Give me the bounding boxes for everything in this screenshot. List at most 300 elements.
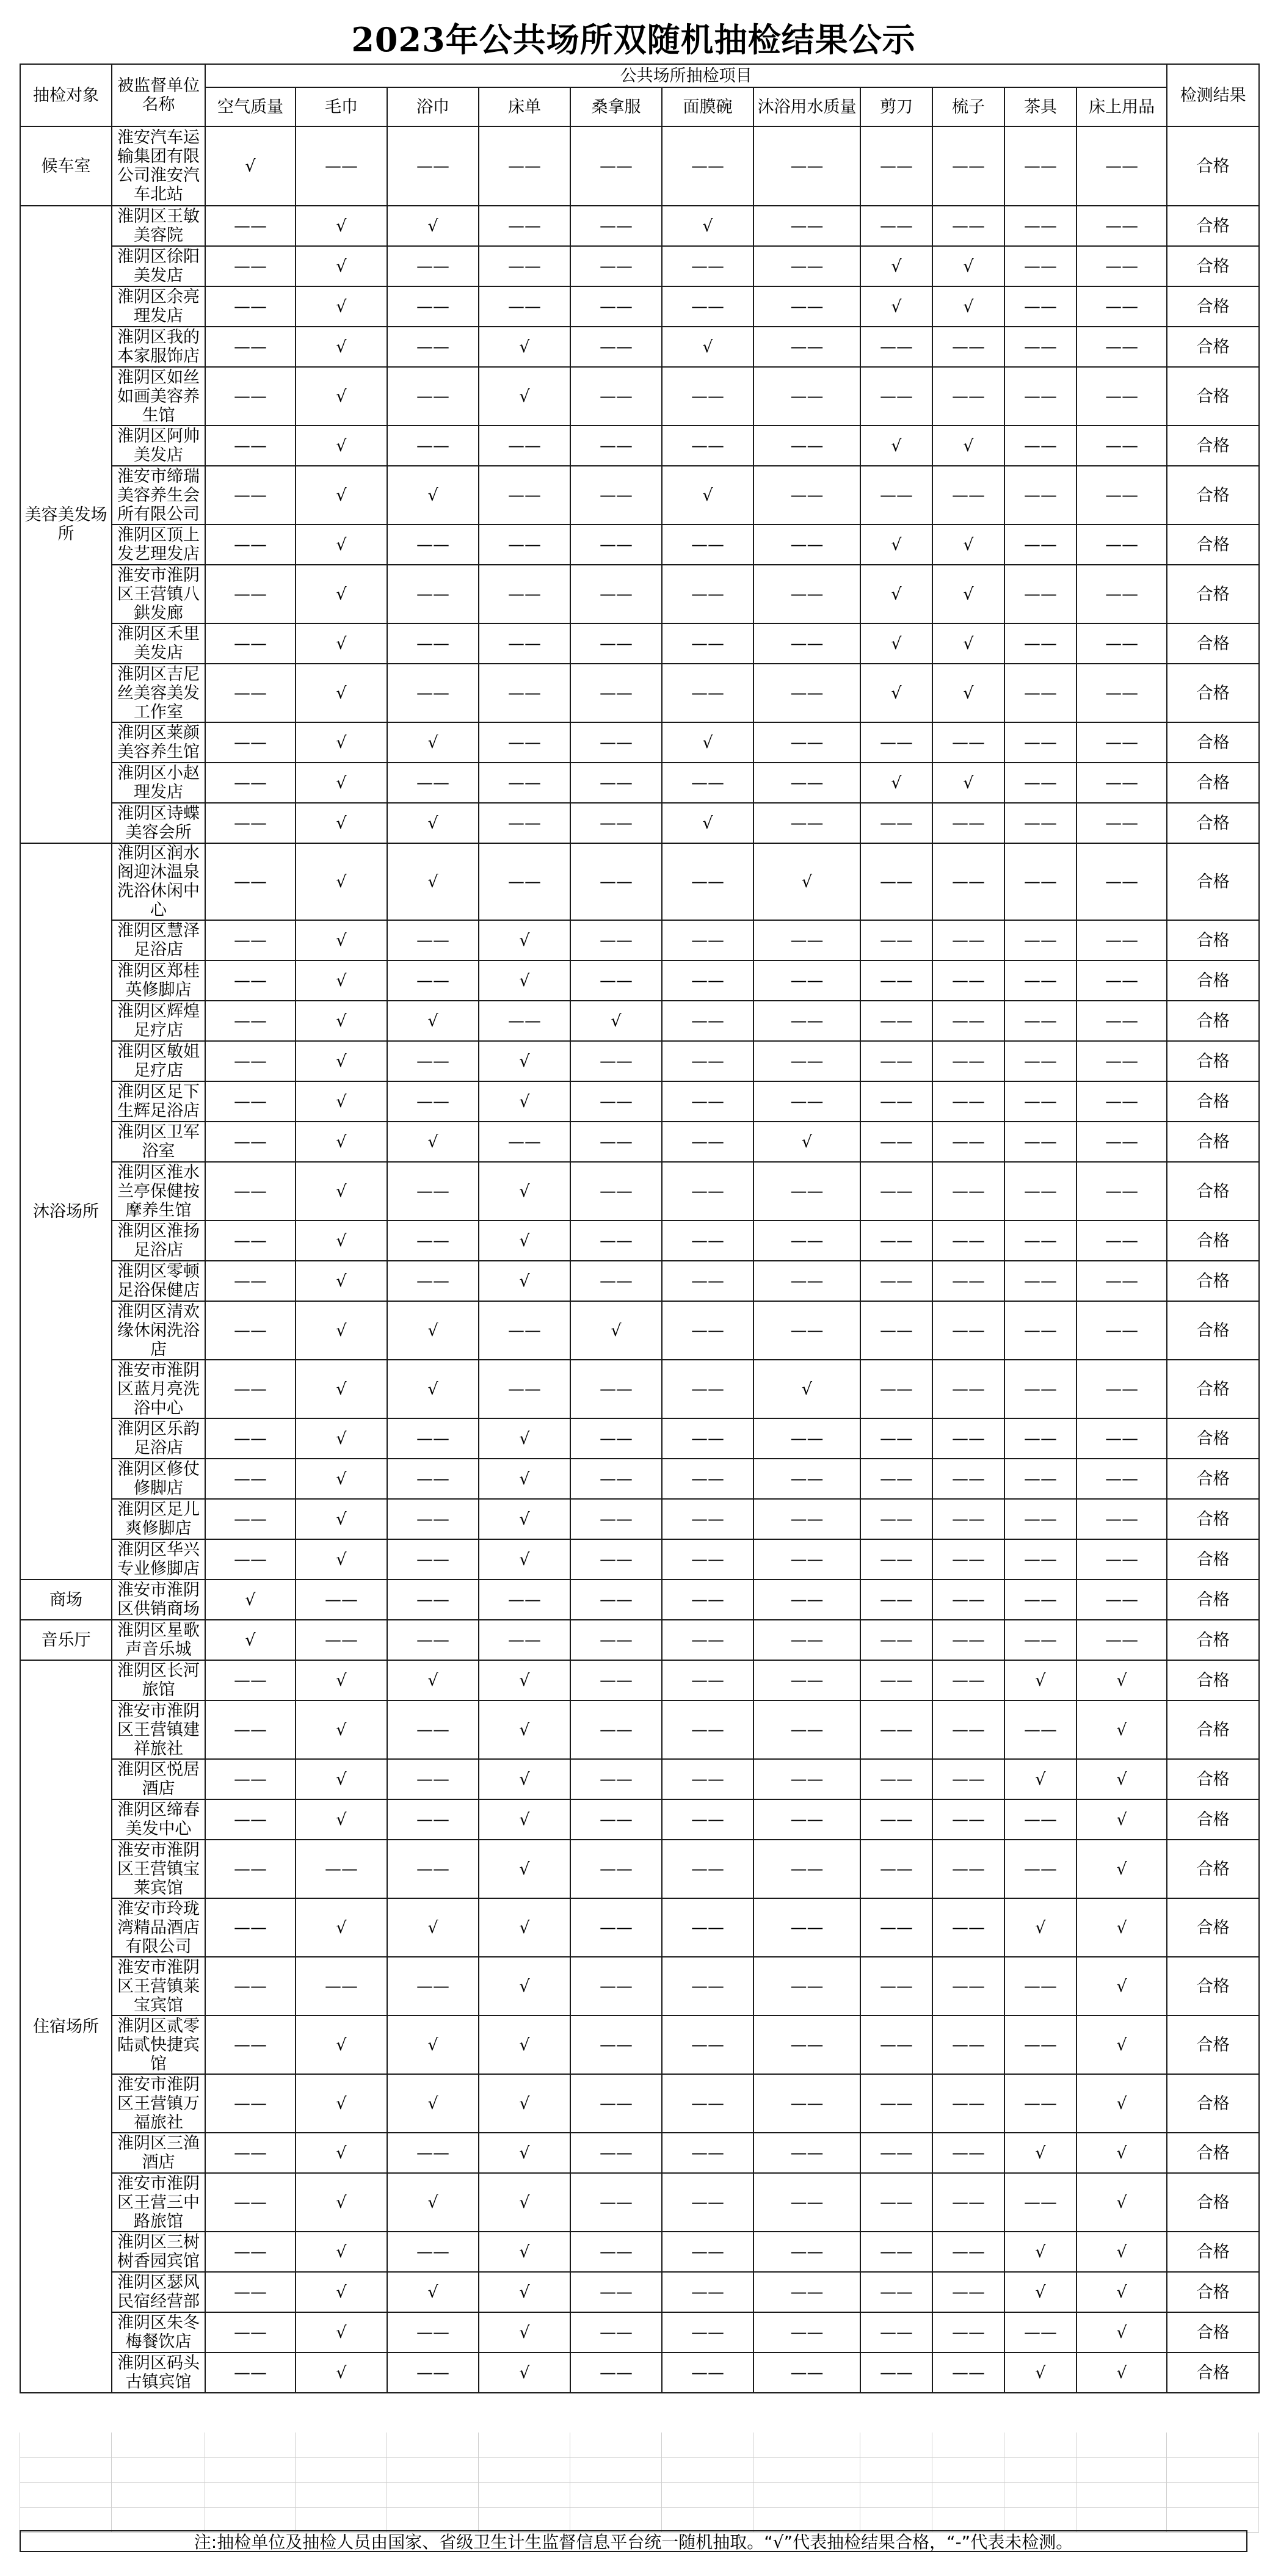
header-item: 剪刀 bbox=[860, 87, 932, 126]
dash-mark: —— bbox=[860, 126, 932, 206]
dash-mark: —— bbox=[205, 960, 296, 1001]
dash-mark: —— bbox=[570, 1620, 662, 1660]
dash-mark: —— bbox=[860, 2272, 932, 2312]
dash-mark: —— bbox=[860, 1459, 932, 1499]
dash-mark: —— bbox=[932, 2133, 1004, 2173]
check-mark: √ bbox=[387, 1360, 479, 1418]
table-row bbox=[20, 664, 1259, 722]
table-row bbox=[20, 426, 1259, 466]
dash-mark: —— bbox=[662, 1459, 753, 1499]
check-mark: √ bbox=[296, 664, 387, 722]
check-mark: √ bbox=[296, 1539, 387, 1580]
table-row bbox=[20, 286, 1259, 327]
dash-mark: —— bbox=[662, 1001, 753, 1041]
unit-name-cell: 淮阴区敏姐足疗店 bbox=[112, 1041, 205, 1081]
dash-mark: —— bbox=[1004, 2015, 1076, 2074]
table-row bbox=[20, 960, 1259, 1001]
dash-mark: —— bbox=[662, 2353, 753, 2393]
unit-name-cell: 淮安市玲珑湾精品酒店有限公司 bbox=[112, 1898, 205, 1957]
dash-mark: —— bbox=[662, 763, 753, 803]
dash-mark: —— bbox=[932, 1660, 1004, 1700]
dash-mark: —— bbox=[387, 426, 479, 466]
blank-cell bbox=[570, 2433, 662, 2458]
check-mark: √ bbox=[1004, 1759, 1076, 1799]
dash-mark: —— bbox=[932, 2232, 1004, 2272]
dash-mark: —— bbox=[1004, 722, 1076, 763]
table-row bbox=[20, 1539, 1259, 1580]
dash-mark: —— bbox=[205, 1898, 296, 1957]
dash-mark: —— bbox=[662, 1418, 753, 1459]
unit-name-cell: 淮阴区三渔酒店 bbox=[112, 2133, 205, 2173]
unit-name-cell: 淮阴区顶上发艺理发店 bbox=[112, 524, 205, 565]
blank-cell bbox=[662, 2508, 753, 2533]
blank-cell bbox=[296, 2433, 387, 2458]
dash-mark: —— bbox=[205, 2133, 296, 2173]
dash-mark: —— bbox=[1004, 1840, 1076, 1898]
check-mark: √ bbox=[1076, 1759, 1167, 1799]
check-mark: √ bbox=[1076, 2312, 1167, 2353]
object-cell: 商场 bbox=[20, 1580, 112, 1620]
dash-mark: —— bbox=[205, 664, 296, 722]
result-cell: 合格 bbox=[1167, 1539, 1259, 1580]
blank-cell bbox=[479, 2508, 570, 2533]
table-row bbox=[20, 246, 1259, 286]
blank-cell bbox=[860, 2508, 932, 2533]
dash-mark: —— bbox=[205, 1301, 296, 1360]
table-row bbox=[20, 920, 1259, 960]
check-mark: √ bbox=[1004, 2272, 1076, 2312]
unit-name-cell: 淮阴区缔春美发中心 bbox=[112, 1799, 205, 1840]
check-mark: √ bbox=[387, 803, 479, 843]
check-mark: √ bbox=[479, 1499, 570, 1539]
table-row bbox=[20, 126, 1259, 206]
blank-cell bbox=[1167, 2483, 1259, 2508]
dash-mark: —— bbox=[1076, 206, 1167, 246]
dash-mark: —— bbox=[1076, 286, 1167, 327]
dash-mark: —— bbox=[570, 327, 662, 367]
result-cell: 合格 bbox=[1167, 1840, 1259, 1898]
dash-mark: —— bbox=[932, 367, 1004, 426]
dash-mark: —— bbox=[662, 1499, 753, 1539]
blank-cell bbox=[296, 2458, 387, 2483]
dash-mark: —— bbox=[387, 1620, 479, 1660]
unit-name-cell: 淮安市淮阴区王营镇建祥旅社 bbox=[112, 1700, 205, 1759]
unit-name-cell: 淮阴区润水阁迎沐温泉洗浴休闲中心 bbox=[112, 843, 205, 920]
result-cell: 合格 bbox=[1167, 664, 1259, 722]
dash-mark: —— bbox=[932, 1122, 1004, 1162]
dash-mark: —— bbox=[205, 286, 296, 327]
dash-mark: —— bbox=[1004, 367, 1076, 426]
dash-mark: —— bbox=[1004, 1620, 1076, 1660]
dash-mark: —— bbox=[932, 803, 1004, 843]
dash-mark: —— bbox=[662, 1081, 753, 1122]
dash-mark: —— bbox=[753, 246, 860, 286]
table-row bbox=[20, 2074, 1259, 2133]
dash-mark: —— bbox=[479, 126, 570, 206]
dash-mark: —— bbox=[753, 327, 860, 367]
check-mark: √ bbox=[296, 2272, 387, 2312]
dash-mark: —— bbox=[570, 1499, 662, 1539]
dash-mark: —— bbox=[662, 2074, 753, 2133]
blank-cell bbox=[20, 2483, 112, 2508]
dash-mark: —— bbox=[1004, 1081, 1076, 1122]
table-row bbox=[20, 1459, 1259, 1499]
dash-mark: —— bbox=[932, 960, 1004, 1001]
dash-mark: —— bbox=[205, 2173, 296, 2232]
result-cell: 合格 bbox=[1167, 426, 1259, 466]
dash-mark: —— bbox=[1004, 763, 1076, 803]
dash-mark: —— bbox=[387, 664, 479, 722]
dash-mark: —— bbox=[1076, 1261, 1167, 1301]
check-mark: √ bbox=[296, 803, 387, 843]
unit-name-cell: 淮阴区清欢缘休闲洗浴店 bbox=[112, 1301, 205, 1360]
dash-mark: —— bbox=[1004, 565, 1076, 623]
dash-mark: —— bbox=[205, 2232, 296, 2272]
dash-mark: —— bbox=[860, 327, 932, 367]
check-mark: √ bbox=[1076, 1799, 1167, 1840]
check-mark: √ bbox=[932, 664, 1004, 722]
dash-mark: —— bbox=[860, 1580, 932, 1620]
dash-mark: —— bbox=[860, 960, 932, 1001]
dash-mark: —— bbox=[753, 2173, 860, 2232]
dash-mark: —— bbox=[205, 2015, 296, 2074]
result-cell: 合格 bbox=[1167, 1499, 1259, 1539]
check-mark: √ bbox=[296, 286, 387, 327]
dash-mark: —— bbox=[205, 327, 296, 367]
result-cell: 合格 bbox=[1167, 1301, 1259, 1360]
check-mark: √ bbox=[479, 367, 570, 426]
dash-mark: —— bbox=[860, 722, 932, 763]
check-mark: √ bbox=[296, 722, 387, 763]
dash-mark: —— bbox=[662, 2312, 753, 2353]
dash-mark: —— bbox=[205, 2353, 296, 2393]
dash-mark: —— bbox=[387, 1221, 479, 1261]
check-mark: √ bbox=[662, 327, 753, 367]
dash-mark: —— bbox=[570, 206, 662, 246]
dash-mark: —— bbox=[932, 1301, 1004, 1360]
dash-mark: —— bbox=[753, 1620, 860, 1660]
dash-mark: —— bbox=[1076, 367, 1167, 426]
header-item: 面膜碗 bbox=[662, 87, 753, 126]
header-item: 梳子 bbox=[932, 87, 1004, 126]
check-mark: √ bbox=[860, 524, 932, 565]
blank-cell bbox=[112, 2483, 205, 2508]
dash-mark: —— bbox=[1004, 1360, 1076, 1418]
result-cell: 合格 bbox=[1167, 2232, 1259, 2272]
check-mark: √ bbox=[479, 2133, 570, 2173]
dash-mark: —— bbox=[1076, 763, 1167, 803]
check-mark: √ bbox=[1076, 1700, 1167, 1759]
dash-mark: —— bbox=[387, 1041, 479, 1081]
blank-cell bbox=[1004, 2433, 1076, 2458]
dash-mark: —— bbox=[662, 1700, 753, 1759]
dash-mark: —— bbox=[662, 843, 753, 920]
dash-mark: —— bbox=[479, 426, 570, 466]
dash-mark: —— bbox=[387, 2232, 479, 2272]
check-mark: √ bbox=[205, 1620, 296, 1660]
dash-mark: —— bbox=[387, 1759, 479, 1799]
dash-mark: —— bbox=[662, 623, 753, 664]
dash-mark: —— bbox=[860, 2232, 932, 2272]
unit-name-cell: 淮安汽车运输集团有限公司淮安汽车北站 bbox=[112, 126, 205, 206]
check-mark: √ bbox=[479, 2074, 570, 2133]
table-row bbox=[20, 1660, 1259, 1700]
unit-name-cell: 淮阴区足下生辉足浴店 bbox=[112, 1081, 205, 1122]
dash-mark: —— bbox=[479, 1360, 570, 1418]
blank-cell bbox=[1076, 2433, 1167, 2458]
check-mark: √ bbox=[296, 2173, 387, 2232]
dash-mark: —— bbox=[387, 1162, 479, 1221]
dash-mark: —— bbox=[753, 367, 860, 426]
dash-mark: —— bbox=[570, 1041, 662, 1081]
check-mark: √ bbox=[1076, 2074, 1167, 2133]
dash-mark: —— bbox=[1004, 664, 1076, 722]
result-cell: 合格 bbox=[1167, 206, 1259, 246]
check-mark: √ bbox=[387, 1898, 479, 1957]
dash-mark: —— bbox=[387, 565, 479, 623]
check-mark: √ bbox=[479, 1660, 570, 1700]
blank-cell bbox=[1004, 2508, 1076, 2533]
dash-mark: —— bbox=[662, 1261, 753, 1301]
dash-mark: —— bbox=[1004, 1418, 1076, 1459]
dash-mark: —— bbox=[479, 664, 570, 722]
dash-mark: —— bbox=[387, 2312, 479, 2353]
dash-mark: —— bbox=[860, 1081, 932, 1122]
dash-mark: —— bbox=[932, 1221, 1004, 1261]
check-mark: √ bbox=[662, 803, 753, 843]
dash-mark: —— bbox=[1076, 1539, 1167, 1580]
dash-mark: —— bbox=[753, 1041, 860, 1081]
check-mark: √ bbox=[387, 1001, 479, 1041]
dash-mark: —— bbox=[662, 126, 753, 206]
check-mark: √ bbox=[1076, 1957, 1167, 2015]
object-cell: 候车室 bbox=[20, 126, 112, 206]
check-mark: √ bbox=[479, 1162, 570, 1221]
check-mark: √ bbox=[479, 1539, 570, 1580]
blank-cell bbox=[479, 2458, 570, 2483]
dash-mark: —— bbox=[662, 1162, 753, 1221]
dash-mark: —— bbox=[1004, 1580, 1076, 1620]
dash-mark: —— bbox=[932, 206, 1004, 246]
dash-mark: —— bbox=[205, 1162, 296, 1221]
dash-mark: —— bbox=[479, 206, 570, 246]
dash-mark: —— bbox=[860, 1301, 932, 1360]
dash-mark: —— bbox=[570, 2232, 662, 2272]
check-mark: √ bbox=[1076, 2133, 1167, 2173]
dash-mark: —— bbox=[662, 1539, 753, 1580]
result-cell: 合格 bbox=[1167, 1957, 1259, 2015]
blank-cell bbox=[1167, 2458, 1259, 2483]
table-row bbox=[20, 1418, 1259, 1459]
table-row bbox=[20, 1700, 1259, 1759]
dash-mark: —— bbox=[753, 1539, 860, 1580]
dash-mark: —— bbox=[387, 1081, 479, 1122]
blank-cell bbox=[1076, 2458, 1167, 2483]
blank-cell bbox=[1076, 2483, 1167, 2508]
check-mark: √ bbox=[479, 2272, 570, 2312]
dash-mark: —— bbox=[860, 2015, 932, 2074]
header-item: 空气质量 bbox=[205, 87, 296, 126]
check-mark: √ bbox=[1076, 1660, 1167, 1700]
dash-mark: —— bbox=[205, 1957, 296, 2015]
unit-name-cell: 淮阴区莱颜美容养生馆 bbox=[112, 722, 205, 763]
check-mark: √ bbox=[296, 2312, 387, 2353]
dash-mark: —— bbox=[570, 1360, 662, 1418]
dash-mark: —— bbox=[860, 1840, 932, 1898]
check-mark: √ bbox=[860, 246, 932, 286]
dash-mark: —— bbox=[387, 2133, 479, 2173]
dash-mark: —— bbox=[1076, 1041, 1167, 1081]
check-mark: √ bbox=[296, 524, 387, 565]
unit-name-cell: 淮阴区我的本家服饰店 bbox=[112, 327, 205, 367]
dash-mark: —— bbox=[1004, 1261, 1076, 1301]
table-row bbox=[20, 843, 1259, 920]
table-row bbox=[20, 1840, 1259, 1898]
dash-mark: —— bbox=[932, 2353, 1004, 2393]
dash-mark: —— bbox=[570, 1221, 662, 1261]
dash-mark: —— bbox=[753, 920, 860, 960]
dash-mark: —— bbox=[662, 960, 753, 1001]
dash-mark: —— bbox=[479, 286, 570, 327]
dash-mark: —— bbox=[570, 1799, 662, 1840]
dash-mark: —— bbox=[387, 1700, 479, 1759]
blank-cell bbox=[932, 2433, 1004, 2458]
check-mark: √ bbox=[1076, 2272, 1167, 2312]
check-mark: √ bbox=[296, 246, 387, 286]
dash-mark: —— bbox=[753, 1499, 860, 1539]
dash-mark: —— bbox=[205, 623, 296, 664]
dash-mark: —— bbox=[932, 1360, 1004, 1418]
dash-mark: —— bbox=[387, 1418, 479, 1459]
table-row bbox=[20, 1898, 1259, 1957]
dash-mark: —— bbox=[662, 2015, 753, 2074]
table-row bbox=[20, 2312, 1259, 2353]
dash-mark: —— bbox=[205, 524, 296, 565]
dash-mark: —— bbox=[1076, 1499, 1167, 1539]
dash-mark: —— bbox=[932, 1499, 1004, 1539]
dash-mark: —— bbox=[860, 1898, 932, 1957]
blank-cell bbox=[387, 2483, 479, 2508]
check-mark: √ bbox=[296, 327, 387, 367]
table-row bbox=[20, 367, 1259, 426]
dash-mark: —— bbox=[1076, 327, 1167, 367]
table-row bbox=[20, 1499, 1259, 1539]
dash-mark: —— bbox=[932, 126, 1004, 206]
dash-mark: —— bbox=[932, 466, 1004, 524]
check-mark: √ bbox=[479, 1459, 570, 1499]
dash-mark: —— bbox=[1076, 960, 1167, 1001]
dash-mark: —— bbox=[860, 1261, 932, 1301]
check-mark: √ bbox=[479, 1041, 570, 1081]
check-mark: √ bbox=[205, 126, 296, 206]
unit-name-cell: 淮阴区码头古镇宾馆 bbox=[112, 2353, 205, 2393]
check-mark: √ bbox=[932, 565, 1004, 623]
dash-mark: —— bbox=[479, 1122, 570, 1162]
dash-mark: —— bbox=[932, 1898, 1004, 1957]
dash-mark: —— bbox=[753, 466, 860, 524]
result-cell: 合格 bbox=[1167, 623, 1259, 664]
result-cell: 合格 bbox=[1167, 2312, 1259, 2353]
result-cell: 合格 bbox=[1167, 843, 1259, 920]
unit-name-cell: 淮阴区乐韵足浴店 bbox=[112, 1418, 205, 1459]
dash-mark: —— bbox=[932, 722, 1004, 763]
table-row bbox=[20, 565, 1259, 623]
dash-mark: —— bbox=[753, 1799, 860, 1840]
dash-mark: —— bbox=[205, 1499, 296, 1539]
check-mark: √ bbox=[662, 206, 753, 246]
check-mark: √ bbox=[387, 2015, 479, 2074]
table-row bbox=[20, 1261, 1259, 1301]
check-mark: √ bbox=[479, 920, 570, 960]
check-mark: √ bbox=[479, 1898, 570, 1957]
blank-cell bbox=[296, 2483, 387, 2508]
check-mark: √ bbox=[296, 1660, 387, 1700]
dash-mark: —— bbox=[205, 1122, 296, 1162]
blank-cell bbox=[20, 2458, 112, 2483]
table-row bbox=[20, 1759, 1259, 1799]
dash-mark: —— bbox=[479, 246, 570, 286]
dash-mark: —— bbox=[753, 126, 860, 206]
result-cell: 合格 bbox=[1167, 246, 1259, 286]
dash-mark: —— bbox=[205, 1261, 296, 1301]
dash-mark: —— bbox=[662, 2232, 753, 2272]
header-unit: 被监督单位名称 bbox=[112, 64, 205, 126]
check-mark: √ bbox=[932, 426, 1004, 466]
check-mark: √ bbox=[387, 843, 479, 920]
dash-mark: —— bbox=[205, 1700, 296, 1759]
dash-mark: —— bbox=[860, 1221, 932, 1261]
unit-name-cell: 淮阴区淮水兰亭保健按摩养生馆 bbox=[112, 1162, 205, 1221]
check-mark: √ bbox=[479, 2232, 570, 2272]
dash-mark: —— bbox=[1076, 623, 1167, 664]
dash-mark: —— bbox=[387, 126, 479, 206]
dash-mark: —— bbox=[479, 466, 570, 524]
dash-mark: —— bbox=[570, 1660, 662, 1700]
dash-mark: —— bbox=[860, 2173, 932, 2232]
dash-mark: —— bbox=[753, 1418, 860, 1459]
results-table bbox=[20, 63, 1260, 2393]
check-mark: √ bbox=[296, 1081, 387, 1122]
dash-mark: —— bbox=[570, 803, 662, 843]
result-cell: 合格 bbox=[1167, 2133, 1259, 2173]
dash-mark: —— bbox=[753, 722, 860, 763]
dash-mark: —— bbox=[753, 2074, 860, 2133]
dash-mark: —— bbox=[753, 286, 860, 327]
unit-name-cell: 淮阴区悦居酒店 bbox=[112, 1759, 205, 1799]
check-mark: √ bbox=[296, 1898, 387, 1957]
check-mark: √ bbox=[479, 1840, 570, 1898]
dash-mark: —— bbox=[932, 2312, 1004, 2353]
dash-mark: —— bbox=[570, 466, 662, 524]
dash-mark: —— bbox=[860, 466, 932, 524]
check-mark: √ bbox=[296, 1301, 387, 1360]
dash-mark: —— bbox=[753, 2133, 860, 2173]
dash-mark: —— bbox=[662, 565, 753, 623]
dash-mark: —— bbox=[753, 1081, 860, 1122]
blank-cell bbox=[860, 2458, 932, 2483]
dash-mark: —— bbox=[860, 1041, 932, 1081]
unit-name-cell: 淮阴区星歌声音乐城 bbox=[112, 1620, 205, 1660]
check-mark: √ bbox=[387, 206, 479, 246]
dash-mark: —— bbox=[860, 1162, 932, 1221]
check-mark: √ bbox=[296, 1041, 387, 1081]
table-row bbox=[20, 763, 1259, 803]
check-mark: √ bbox=[753, 843, 860, 920]
dash-mark: —— bbox=[860, 1957, 932, 2015]
header-item: 桑拿服 bbox=[570, 87, 662, 126]
dash-mark: —— bbox=[570, 367, 662, 426]
dash-mark: —— bbox=[932, 1418, 1004, 1459]
